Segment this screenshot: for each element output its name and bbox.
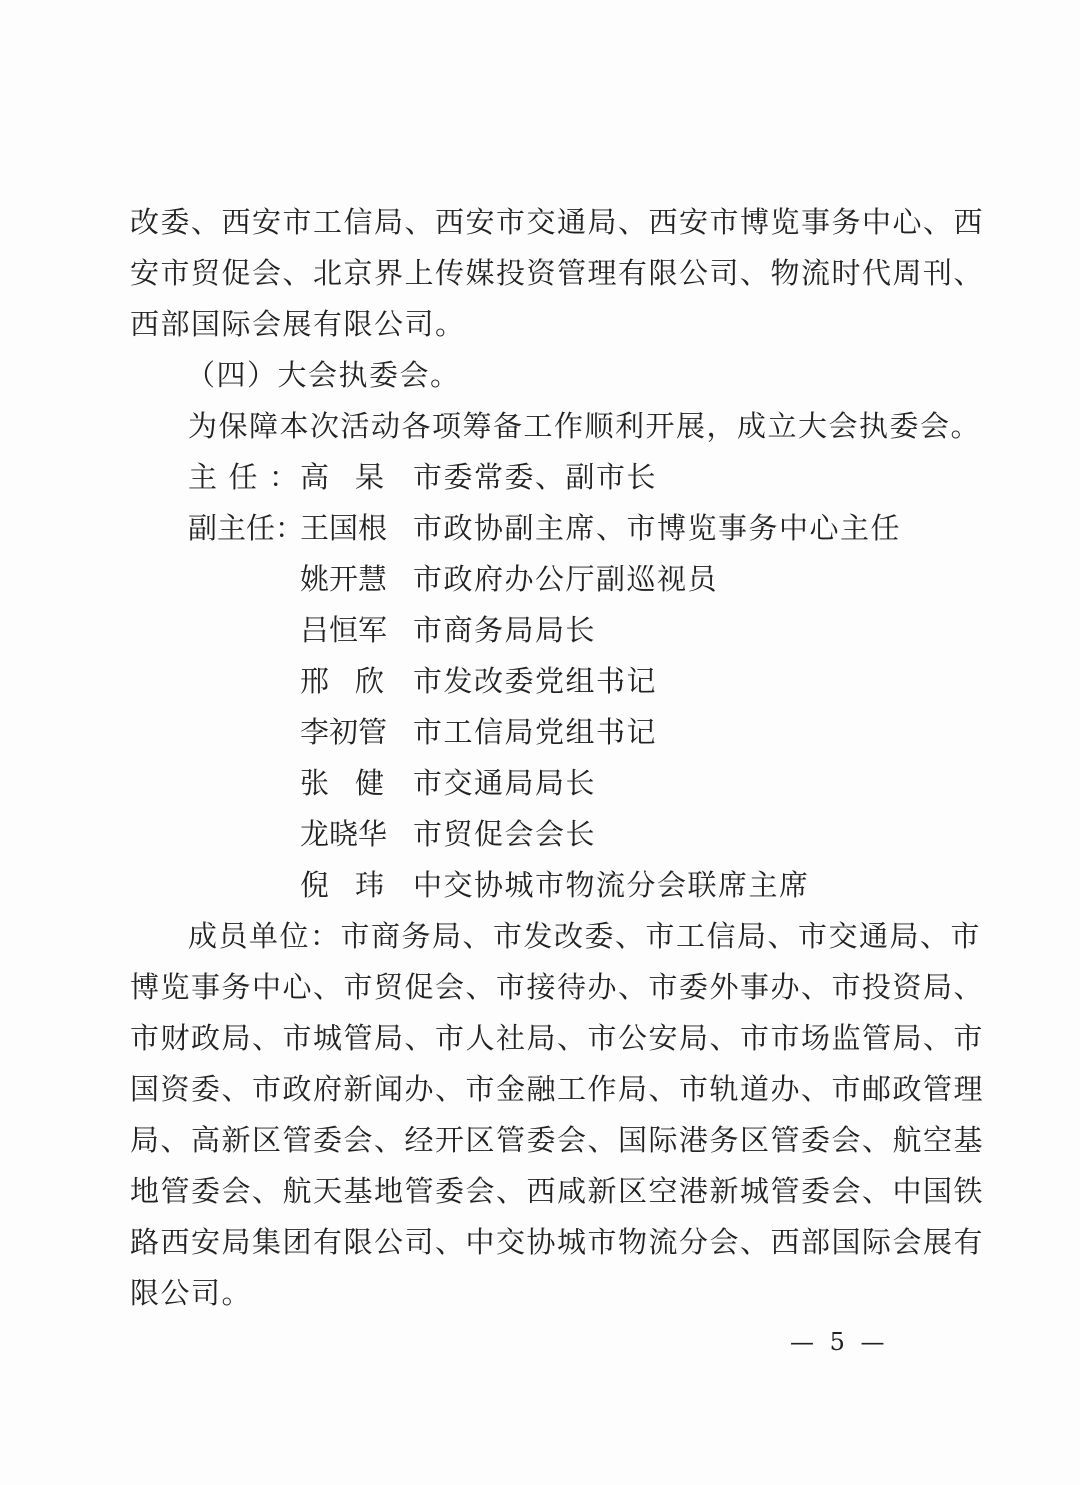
section-intro: 为保障本次活动各项筹备工作顺利开展，成立大会执委会。 — [188, 409, 982, 443]
members-line-5: 局、高新区管委会、经开区管委会、国际港务区管委会、航空基 — [130, 1123, 985, 1157]
members-line-6: 地管委会、航天基地管委会、西咸新区空港新城管委会、中国铁 — [130, 1174, 985, 1208]
deputy-title: 市交通局局长 — [413, 766, 597, 800]
members-line-8: 限公司。 — [130, 1276, 253, 1310]
members-line-4: 国资委、市政府新闻办、市金融工作局、市轨道办、市邮政管理 — [130, 1072, 985, 1106]
director-title: 市委常委、副市长 — [413, 460, 658, 494]
director-label: 主任： — [188, 460, 298, 494]
deputy-name: 张 健 — [300, 766, 384, 800]
deputy-name: 邢 欣 — [300, 664, 384, 698]
members-line-7: 路西安局集团有限公司、中交协城市物流分会、西部国际会展有 — [130, 1225, 985, 1259]
deputy-name: 倪 玮 — [300, 868, 384, 902]
deputy-name: 李初管 — [300, 715, 388, 749]
deputy-title: 市发改委党组书记 — [413, 664, 658, 698]
deputy-name: 姚开慧 — [300, 562, 388, 596]
director-name: 高 杲 — [300, 460, 384, 494]
members-line-2: 博览事务中心、市贸促会、市接待办、市委外事办、市投资局、 — [130, 970, 985, 1004]
deputy-title: 市工信局党组书记 — [413, 715, 658, 749]
page-number: — 5 — — [790, 1328, 889, 1356]
deputy-title: 市商务局局长 — [413, 613, 597, 647]
intro-line-3: 西部国际会展有限公司。 — [130, 307, 466, 341]
deputy-name: 龙晓华 — [300, 817, 388, 851]
deputy-title: 市贸促会会长 — [413, 817, 597, 851]
members-line-1: 成员单位：市商务局、市发改委、市工信局、市交通局、市 — [188, 919, 982, 953]
deputy-title: 中交协城市物流分会联席主席 — [413, 868, 810, 902]
deputy-title: 市政府办公厅副巡视员 — [413, 562, 719, 596]
section-heading: （四）大会执委会。 — [186, 358, 461, 392]
deputy-label: 副主任： — [188, 511, 305, 545]
deputy-title: 市政协副主席、市博览事务中心主任 — [413, 511, 902, 545]
intro-line-1: 改委、西安市工信局、西安市交通局、西安市博览事务中心、西 — [130, 205, 985, 239]
deputy-name: 吕恒军 — [300, 613, 388, 647]
deputy-name: 王国根 — [300, 511, 388, 545]
intro-line-2: 安市贸促会、北京界上传媒投资管理有限公司、物流时代周刊、 — [130, 256, 985, 290]
members-line-3: 市财政局、市城管局、市人社局、市公安局、市市场监管局、市 — [130, 1021, 985, 1055]
